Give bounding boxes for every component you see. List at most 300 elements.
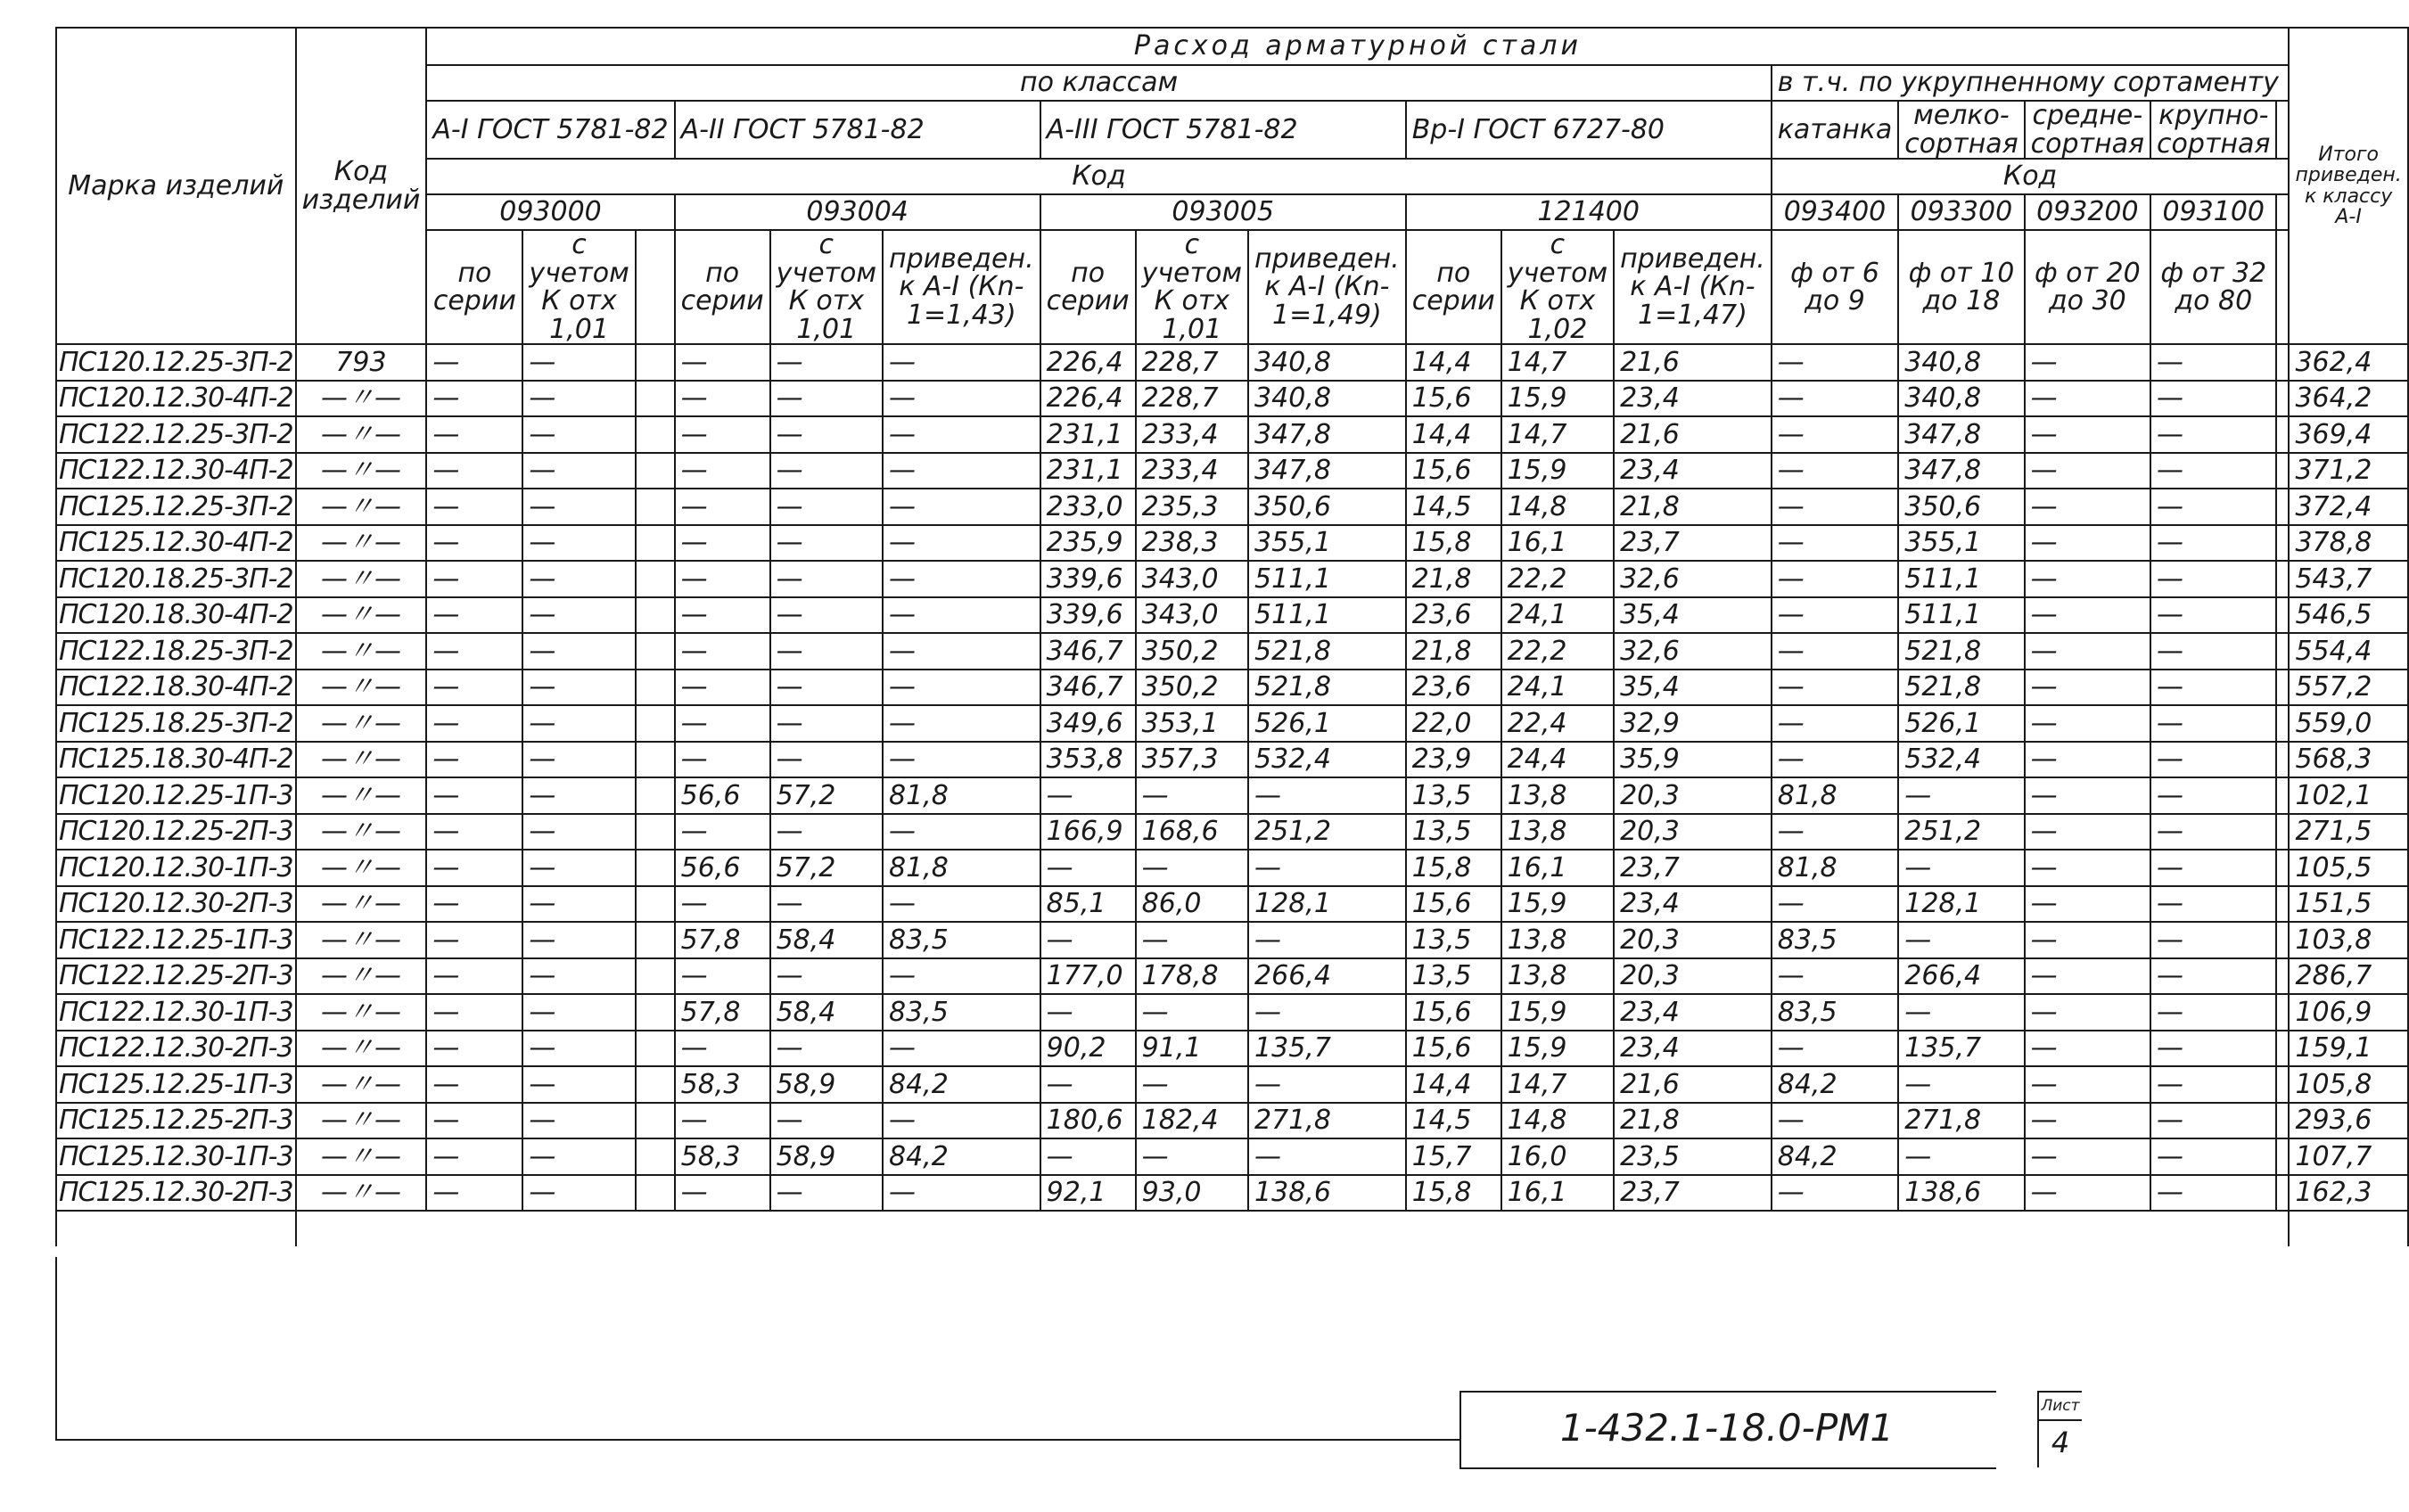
value-cell: — — [770, 344, 883, 381]
assort-empty — [2276, 101, 2289, 159]
value-cell: 23,6 — [1406, 597, 1501, 634]
value-cell: 369,4 — [2289, 416, 2407, 453]
empty-cell — [636, 453, 675, 489]
value-cell: — — [522, 633, 635, 670]
title-header: Расход арматурной стали — [426, 28, 2289, 65]
value-cell: — — [426, 525, 522, 562]
value-cell: — — [2150, 381, 2276, 417]
code-093200: 093200 — [2025, 194, 2150, 230]
empty-cell — [2276, 994, 2289, 1031]
value-cell: 32,6 — [1614, 633, 1772, 670]
table-row — [56, 453, 2408, 489]
value-cell: 15,6 — [1406, 381, 1501, 417]
code-header: Код изделий — [296, 28, 427, 344]
empty-cell — [636, 416, 675, 453]
product-mark: ПС125.18.25-3П-2 — [56, 705, 296, 742]
value-cell: — — [426, 994, 522, 1031]
value-cell: 16,1 — [1501, 850, 1614, 886]
value-cell: — — [426, 814, 522, 850]
value-cell: — — [522, 416, 635, 453]
sheet-box — [2037, 1391, 2082, 1467]
value-cell: — — [1898, 994, 2024, 1031]
value-cell: — — [2150, 344, 2276, 381]
value-cell: 372,4 — [2289, 489, 2407, 525]
value-cell: — — [770, 1103, 883, 1139]
value-cell: — — [426, 1066, 522, 1103]
value-cell: 511,1 — [1248, 597, 1406, 634]
value-cell: 14,4 — [1406, 416, 1501, 453]
table-row — [56, 381, 2408, 417]
table-row — [56, 1138, 2408, 1175]
empty-cell — [636, 1175, 675, 1212]
table-row — [56, 525, 2408, 562]
value-cell: — — [1248, 994, 1406, 1031]
value-cell: 546,5 — [2289, 597, 2407, 634]
value-cell: — — [522, 670, 635, 706]
value-cell: — — [426, 670, 522, 706]
value-cell: 350,2 — [1136, 633, 1248, 670]
value-cell: 343,0 — [1136, 561, 1248, 597]
code-121400: 121400 — [1406, 194, 1772, 230]
value-cell: — — [426, 742, 522, 778]
product-code: —〃— — [296, 489, 427, 525]
sub-d3: ф от 20 до 30 — [2025, 230, 2150, 344]
value-cell: — — [522, 777, 635, 814]
value-cell: — — [770, 1031, 883, 1067]
sub-vr-series: по серии — [1406, 230, 1501, 344]
value-cell: 58,9 — [770, 1066, 883, 1103]
value-cell: — — [1772, 453, 1898, 489]
value-cell: — — [675, 633, 770, 670]
value-cell: — — [1772, 814, 1898, 850]
code-093400: 093400 — [1772, 194, 1898, 230]
value-cell: 90,2 — [1040, 1031, 1136, 1067]
sub-a2-k: с учетом К отх 1,01 — [770, 230, 883, 344]
empty-cell — [2276, 670, 2289, 706]
sub-d1: ф от 6 до 9 — [1772, 230, 1898, 344]
value-cell: 347,8 — [1248, 416, 1406, 453]
empty-cell — [636, 597, 675, 634]
empty-cell — [2276, 525, 2289, 562]
code-093300: 093300 — [1898, 194, 2024, 230]
value-cell: 266,4 — [1898, 958, 2024, 995]
empty-cell — [636, 850, 675, 886]
empty-cell — [636, 994, 675, 1031]
value-cell: 20,3 — [1614, 922, 1772, 958]
value-cell: — — [522, 705, 635, 742]
value-cell: — — [426, 453, 522, 489]
empty-cell — [1614, 1211, 1772, 1246]
assort-medium: средне-сортная — [2025, 101, 2150, 159]
empty-cell — [1501, 1211, 1614, 1246]
empty-cell — [636, 525, 675, 562]
value-cell: — — [883, 561, 1040, 597]
value-cell: 271,8 — [1898, 1103, 2024, 1139]
value-cell: 81,8 — [883, 777, 1040, 814]
value-cell: — — [2025, 1175, 2150, 1212]
value-cell: 23,4 — [1614, 886, 1772, 923]
value-cell: — — [522, 1175, 635, 1212]
product-code: —〃— — [296, 633, 427, 670]
value-cell: — — [2025, 597, 2150, 634]
value-cell: 91,1 — [1136, 1031, 1248, 1067]
value-cell: 14,7 — [1501, 1066, 1614, 1103]
value-cell: 15,9 — [1501, 994, 1614, 1031]
empty-cell — [2276, 958, 2289, 995]
product-code: —〃— — [296, 742, 427, 778]
value-cell: — — [675, 886, 770, 923]
value-cell: 56,6 — [675, 777, 770, 814]
value-cell: — — [2150, 1138, 2276, 1175]
value-cell: 15,8 — [1406, 525, 1501, 562]
value-cell: — — [426, 958, 522, 995]
table-row — [56, 742, 2408, 778]
value-cell: — — [426, 777, 522, 814]
blank-row — [56, 1211, 2408, 1246]
value-cell: 271,8 — [1248, 1103, 1406, 1139]
value-cell: 58,3 — [675, 1138, 770, 1175]
value-cell: 35,4 — [1614, 670, 1772, 706]
class-vr1: Вр-I ГОСТ 6727-80 — [1406, 101, 1772, 159]
value-cell: — — [426, 1175, 522, 1212]
value-cell: 235,3 — [1136, 489, 1248, 525]
empty-cell — [883, 1211, 1040, 1246]
product-code: —〃— — [296, 1066, 427, 1103]
value-cell: 32,6 — [1614, 561, 1772, 597]
value-cell: 340,8 — [1898, 344, 2024, 381]
value-cell: 84,2 — [1772, 1066, 1898, 1103]
value-cell: 178,8 — [1136, 958, 1248, 995]
value-cell: — — [1898, 922, 2024, 958]
value-cell: — — [770, 1175, 883, 1212]
value-cell: 57,8 — [675, 922, 770, 958]
value-cell: — — [883, 814, 1040, 850]
value-cell: 340,8 — [1248, 344, 1406, 381]
empty-cell — [636, 742, 675, 778]
document-number: 1-432.1-18.0-РМ1 — [1559, 1406, 1895, 1450]
product-mark: ПС120.18.30-4П-2 — [56, 597, 296, 634]
product-mark: ПС122.12.25-1П-3 — [56, 922, 296, 958]
frame-line-bottom — [55, 1439, 1459, 1441]
value-cell: — — [1136, 1138, 1248, 1175]
value-cell: — — [770, 886, 883, 923]
value-cell: — — [770, 633, 883, 670]
value-cell: — — [1248, 922, 1406, 958]
value-cell: — — [426, 489, 522, 525]
empty-cell — [2276, 597, 2289, 634]
total-header: Итого приведен. к классу А-I — [2289, 28, 2407, 344]
value-cell: 14,4 — [1406, 344, 1501, 381]
value-cell: 20,3 — [1614, 958, 1772, 995]
value-cell: 13,5 — [1406, 922, 1501, 958]
empty-cell — [2276, 705, 2289, 742]
title-block — [1459, 1391, 2084, 1466]
empty-cell — [2276, 1031, 2289, 1067]
value-cell: — — [675, 705, 770, 742]
empty-cell — [2276, 1175, 2289, 1212]
value-cell: — — [522, 922, 635, 958]
value-cell: 14,8 — [1501, 1103, 1614, 1139]
code-093005: 093005 — [1040, 194, 1406, 230]
value-cell: 231,1 — [1040, 416, 1136, 453]
empty-cell — [2276, 850, 2289, 886]
empty-cell — [636, 1211, 675, 1246]
value-cell: 15,8 — [1406, 850, 1501, 886]
value-cell: 357,3 — [1136, 742, 1248, 778]
sub-a2-series: по серии — [675, 230, 770, 344]
value-cell: — — [675, 1031, 770, 1067]
value-cell: — — [883, 1103, 1040, 1139]
product-mark: ПС122.12.25-2П-3 — [56, 958, 296, 995]
product-mark: ПС122.18.25-3П-2 — [56, 633, 296, 670]
value-cell: 13,5 — [1406, 814, 1501, 850]
table-row — [56, 705, 2408, 742]
empty-cell — [2276, 742, 2289, 778]
value-cell: — — [1248, 850, 1406, 886]
empty-cell — [1898, 1211, 2024, 1246]
value-cell: — — [770, 561, 883, 597]
value-cell: 526,1 — [1248, 705, 1406, 742]
value-cell: 84,2 — [883, 1138, 1040, 1175]
value-cell: 23,7 — [1614, 850, 1772, 886]
frame-line-left — [55, 1257, 57, 1439]
value-cell: 106,9 — [2289, 994, 2407, 1031]
value-cell: — — [522, 1031, 635, 1067]
value-cell: 23,7 — [1614, 1175, 1772, 1212]
value-cell: — — [1898, 1066, 2024, 1103]
product-code: —〃— — [296, 994, 427, 1031]
value-cell: 16,1 — [1501, 1175, 1614, 1212]
sub-a1-k: с учетом К отх 1,01 — [522, 230, 635, 344]
value-cell: — — [770, 453, 883, 489]
value-cell: 554,4 — [2289, 633, 2407, 670]
table-row — [56, 597, 2408, 634]
value-cell: 84,2 — [1772, 1138, 1898, 1175]
value-cell: 23,7 — [1614, 525, 1772, 562]
value-cell: 81,8 — [1772, 850, 1898, 886]
value-cell: 107,7 — [2289, 1138, 2407, 1175]
value-cell: 21,6 — [1614, 416, 1772, 453]
value-cell: — — [2025, 525, 2150, 562]
value-cell: 251,2 — [1248, 814, 1406, 850]
value-cell: — — [2025, 1103, 2150, 1139]
value-cell: 15,7 — [1406, 1138, 1501, 1175]
value-cell: — — [426, 705, 522, 742]
value-cell: — — [1898, 850, 2024, 886]
value-cell: 15,9 — [1501, 381, 1614, 417]
value-cell: — — [1136, 922, 1248, 958]
empty-cell — [2276, 1066, 2289, 1103]
sheet-label: Лист — [2039, 1393, 2082, 1421]
empty-cell — [2276, 1211, 2289, 1246]
value-cell: — — [522, 994, 635, 1031]
value-cell: — — [2025, 561, 2150, 597]
value-cell: 83,5 — [883, 994, 1040, 1031]
sub-a1-empty — [636, 230, 675, 344]
sub-a3-red: приведен. к А-I (Кn-1=1,49) — [1248, 230, 1406, 344]
empty-cell — [2276, 453, 2289, 489]
table-row — [56, 561, 2408, 597]
value-cell: 162,3 — [2289, 1175, 2407, 1212]
value-cell: — — [1136, 850, 1248, 886]
product-mark: ПС125.18.30-4П-2 — [56, 742, 296, 778]
value-cell: 103,8 — [2289, 922, 2407, 958]
value-cell: 159,1 — [2289, 1031, 2407, 1067]
value-cell: — — [2025, 1066, 2150, 1103]
value-cell: — — [1772, 416, 1898, 453]
value-cell: — — [2150, 1103, 2276, 1139]
value-cell: 349,6 — [1040, 705, 1136, 742]
value-cell: 340,8 — [1898, 381, 2024, 417]
value-cell: — — [1772, 525, 1898, 562]
value-cell: — — [2150, 453, 2276, 489]
value-cell: 21,6 — [1614, 344, 1772, 381]
empty-cell — [636, 1066, 675, 1103]
value-cell: 378,8 — [2289, 525, 2407, 562]
value-cell: — — [2025, 705, 2150, 742]
value-cell: — — [883, 742, 1040, 778]
value-cell: 20,3 — [1614, 777, 1772, 814]
value-cell: 83,5 — [1772, 994, 1898, 1031]
product-code: —〃— — [296, 381, 427, 417]
table-row — [56, 886, 2408, 923]
empty-cell — [426, 1211, 522, 1246]
value-cell: 22,0 — [1406, 705, 1501, 742]
empty-cell — [2289, 1211, 2407, 1246]
value-cell: 14,7 — [1501, 344, 1614, 381]
value-cell: — — [675, 670, 770, 706]
value-cell: 231,1 — [1040, 453, 1136, 489]
value-cell: 226,4 — [1040, 381, 1136, 417]
value-cell: 568,3 — [2289, 742, 2407, 778]
value-cell: — — [675, 742, 770, 778]
value-cell: 350,6 — [1898, 489, 2024, 525]
value-cell: — — [522, 489, 635, 525]
value-cell: — — [675, 814, 770, 850]
value-cell: — — [770, 597, 883, 634]
value-cell: — — [1040, 922, 1136, 958]
value-cell: 13,8 — [1501, 814, 1614, 850]
product-mark: ПС120.12.30-2П-3 — [56, 886, 296, 923]
product-code: —〃— — [296, 561, 427, 597]
value-cell: — — [2150, 742, 2276, 778]
sub-d4: ф от 32 до 80 — [2150, 230, 2276, 344]
value-cell: 135,7 — [1248, 1031, 1406, 1067]
value-cell: — — [522, 814, 635, 850]
empty-cell — [636, 344, 675, 381]
value-cell: 233,4 — [1136, 416, 1248, 453]
value-cell: 35,9 — [1614, 742, 1772, 778]
value-cell: — — [883, 1031, 1040, 1067]
value-cell: 21,8 — [1406, 561, 1501, 597]
value-cell: 138,6 — [1248, 1175, 1406, 1212]
value-cell: 347,8 — [1898, 416, 2024, 453]
value-cell: — — [770, 670, 883, 706]
value-cell: — — [2150, 814, 2276, 850]
value-cell: — — [675, 381, 770, 417]
value-cell: 347,8 — [1248, 453, 1406, 489]
code-093004: 093004 — [675, 194, 1040, 230]
product-mark: ПС125.12.30-4П-2 — [56, 525, 296, 562]
value-cell: 57,2 — [770, 850, 883, 886]
value-cell: 128,1 — [1248, 886, 1406, 923]
value-cell: 168,6 — [1136, 814, 1248, 850]
empty-cell — [2276, 381, 2289, 417]
empty-cell — [636, 705, 675, 742]
value-cell: — — [883, 453, 1040, 489]
table-row — [56, 850, 2408, 886]
value-cell: — — [883, 344, 1040, 381]
value-cell: — — [2025, 670, 2150, 706]
value-cell: — — [1772, 742, 1898, 778]
value-cell: — — [522, 453, 635, 489]
by-class-header: по классам — [426, 65, 1771, 101]
product-code: —〃— — [296, 705, 427, 742]
empty-cell — [1136, 1211, 1248, 1246]
value-cell: — — [770, 742, 883, 778]
class-a3: А-III ГОСТ 5781-82 — [1040, 101, 1406, 159]
value-cell: 228,7 — [1136, 381, 1248, 417]
product-mark: ПС120.12.25-1П-3 — [56, 777, 296, 814]
value-cell: — — [2025, 777, 2150, 814]
value-cell: — — [2025, 958, 2150, 995]
empty-cell — [2276, 886, 2289, 923]
product-code: —〃— — [296, 597, 427, 634]
value-cell: 35,4 — [1614, 597, 1772, 634]
value-cell: — — [1040, 994, 1136, 1031]
product-code: —〃— — [296, 1031, 427, 1067]
value-cell: 14,4 — [1406, 1066, 1501, 1103]
value-cell: 15,6 — [1406, 453, 1501, 489]
value-cell: — — [883, 381, 1040, 417]
value-cell: 13,8 — [1501, 922, 1614, 958]
product-mark: ПС120.12.25-2П-3 — [56, 814, 296, 850]
value-cell: 362,4 — [2289, 344, 2407, 381]
value-cell: — — [1772, 670, 1898, 706]
value-cell: — — [675, 416, 770, 453]
value-cell: — — [2150, 994, 2276, 1031]
value-cell: — — [883, 525, 1040, 562]
value-cell: — — [522, 1138, 635, 1175]
value-cell: 13,5 — [1406, 958, 1501, 995]
value-cell: 228,7 — [1136, 344, 1248, 381]
empty-cell — [636, 814, 675, 850]
value-cell: — — [426, 344, 522, 381]
value-cell: 238,3 — [1136, 525, 1248, 562]
product-mark: ПС125.12.30-2П-3 — [56, 1175, 296, 1212]
value-cell: — — [1040, 850, 1136, 886]
value-cell: — — [1772, 886, 1898, 923]
value-cell: 81,8 — [1772, 777, 1898, 814]
sub-vr-k: с учетом К отх 1,02 — [1501, 230, 1614, 344]
value-cell: — — [2025, 633, 2150, 670]
product-code: —〃— — [296, 777, 427, 814]
value-cell: 350,6 — [1248, 489, 1406, 525]
value-cell: — — [2025, 416, 2150, 453]
value-cell: — — [1898, 1138, 2024, 1175]
value-cell: 271,5 — [2289, 814, 2407, 850]
value-cell: 58,4 — [770, 922, 883, 958]
sub-empty — [2276, 230, 2289, 344]
value-cell: 23,4 — [1614, 381, 1772, 417]
product-code: —〃— — [296, 958, 427, 995]
value-cell: — — [675, 453, 770, 489]
value-cell: 559,0 — [2289, 705, 2407, 742]
value-cell: 353,1 — [1136, 705, 1248, 742]
value-cell: — — [1898, 777, 2024, 814]
value-cell: 15,8 — [1406, 1175, 1501, 1212]
value-cell: 180,6 — [1040, 1103, 1136, 1139]
